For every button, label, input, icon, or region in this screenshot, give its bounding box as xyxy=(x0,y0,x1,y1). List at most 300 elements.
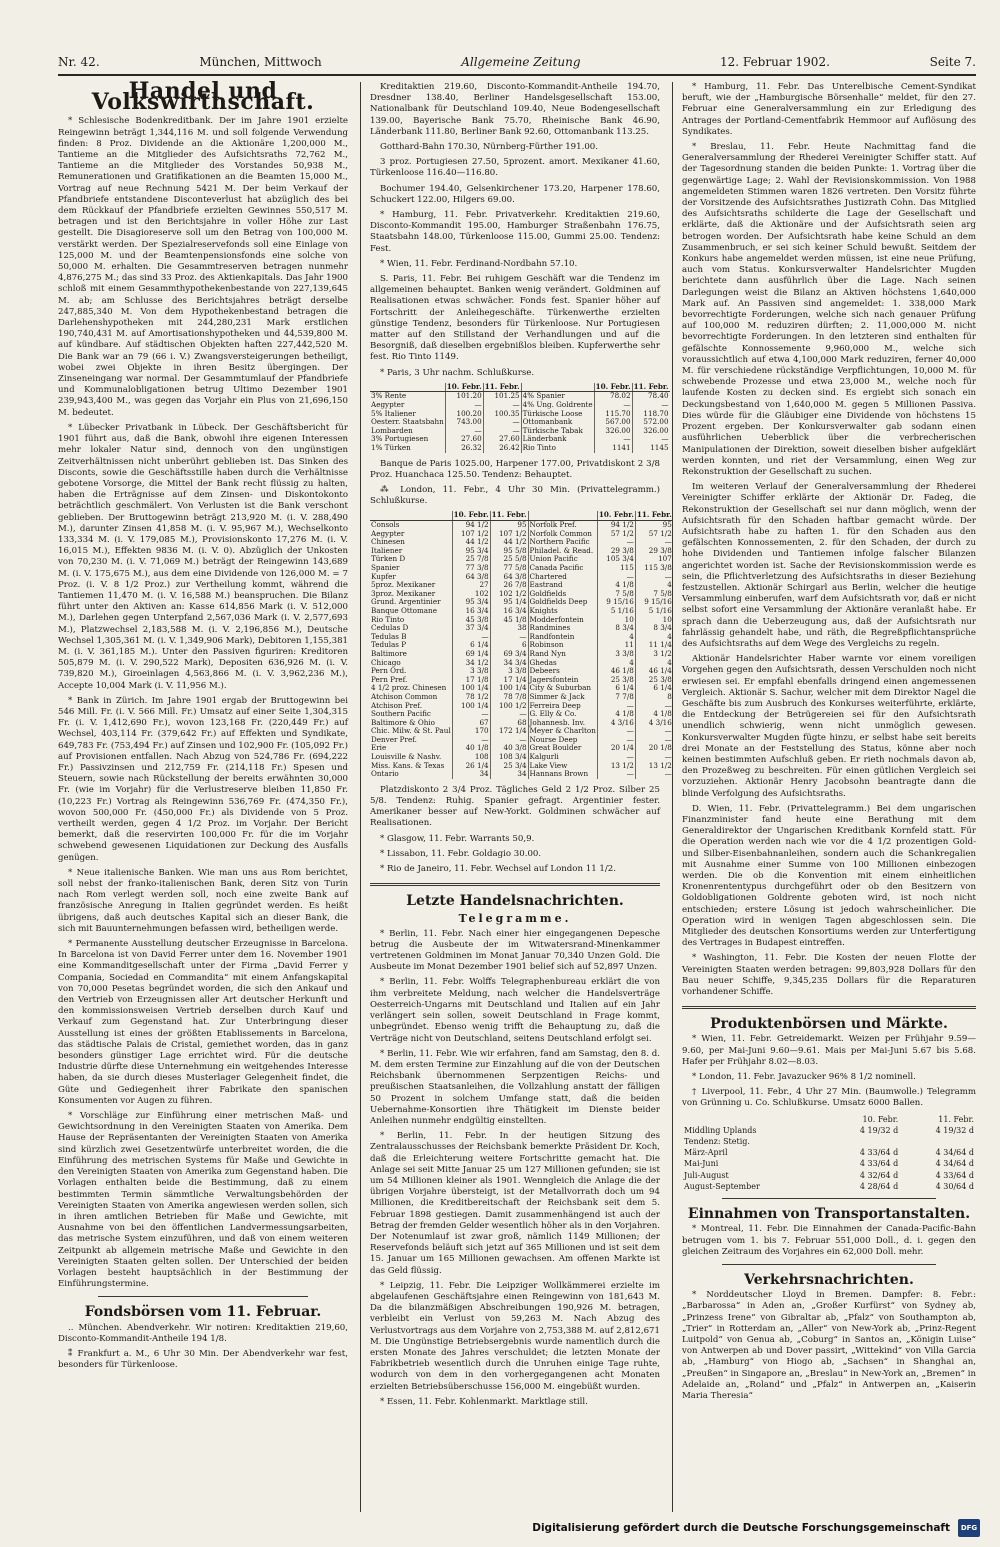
article: * Breslau, 11. Febr. Heute Nachmittag fand die Generalversammlung der Rhederei Vereinigter Schiffer statt. Auf der Tagesordnung standen die beiden Punkte: 1. Vortrag über die gegenwärtige Lage; 2. Wahl der Revisionskommission. Von 1988 angemeldeten Stimmen waren 1826 vertreten. Den Vorsitz führte der Vorsitzende des Aufsichtsrathes Justizrath Cohn. Das Mitglied des Aufsichtsraths schilderte die Lage der Gesellschaft und erklärte, daß die Aktionäre und der Aufsichtsrath seien arg betrogen worden. Der Aufsichtsrath habe keine Schuld an dem Zusammenbruch, er sei sich keiner Schuld bewußt. Seitdem der Konkurs habe angemeldet werden müssen, ist eine neue Prüfung, auch vom Status. Konkursverwalter Handelsrichter Mugden berichtete dann ausführlich über die Lage. Nach seinen Darlegungen weist die Bilanz an Aktiven höchstens 1,640,000 Mark auf. An Passiven sind angemeldet: 1. 338,000 Mark bevorrechtigte Forderungen, welche sich nach genauer Prüfung auf 100,000 M. reduziren dürften; 2. 11,000,000 M. nicht bevorrechtigte Forderungen. In den letzteren sind enthalten für gefälschte Konnossemente 9,960,000 M., welche sich voraussichtlich auf etwa 4,100,000 Mark reduziren, ferner 40,000 M. für verschiedene rückständige Verpflichtungen, 10,000 M. für schwebende Prozesse und etwa 23,000 M., welche noch für laufende Kosten zu decken sind. Es ergiebt sich sonach ein Deckungsbestand von 1,640,000 M. gegen 5 Millionen Passiva. Dies würde für die Gläubiger eine Dividende von höchstens 15 Prozent ergeben. Der Konkursverwalter gab sodann einen ausführlichen Ueberblick über die verbrecherischen Manipulationen der Direktion, soweit dieselben bisher aufgeklärt werden konnten, und riet der Versammlung, einen Weg zur Rekonstruktion der Gesellschaft zu suchen. xyxy=(682,142,976,477)
table-row xyxy=(682,1136,976,1147)
table-cell: Ferreira Deep xyxy=(528,702,597,711)
table-cell: — xyxy=(483,418,521,427)
table-cell: — xyxy=(664,734,672,744)
cotton-quotes-table xyxy=(682,1114,976,1192)
table-cell: 57 1/2 xyxy=(648,528,672,538)
table-cell: 46 1/8 xyxy=(597,667,635,676)
table-cell: — xyxy=(664,769,672,779)
table-cell: 572.00 xyxy=(643,417,669,427)
table-cell: 95 1/4 xyxy=(490,598,528,607)
table-cell: Länderbank xyxy=(521,435,594,444)
table-cell: 95 3/4 xyxy=(452,598,490,607)
table-cell: — xyxy=(452,736,490,745)
table-cell: 25 7/8 xyxy=(452,555,490,564)
table-cell: 6 1/4 xyxy=(653,683,672,693)
table-cell: 118.70 xyxy=(643,408,669,418)
table-cell: 5% Italiener xyxy=(370,410,445,419)
table-cell: 4 19/32 d xyxy=(935,1125,974,1135)
table-cell: Chic. Milw. & St. Paul xyxy=(371,726,451,736)
article: * Wien, 11. Febr. Ferdinand-Nordbahn 57.10. xyxy=(380,258,578,269)
table-cell: 8 xyxy=(667,691,672,701)
article: * Washington, 11. Febr. Die Kosten der neuen Flotte der Vereinigten Staaten werden betragen: 99,803,928 Dollars für den Bau neuer Schiffe, 9,345,235 Dollars für die Reparaturen vorhandener Schiffe. xyxy=(682,953,976,998)
table-cell: Erie xyxy=(370,744,452,753)
table-cell: 1141 xyxy=(594,444,632,453)
table-cell: Miss. Kans. & Texas xyxy=(370,762,452,771)
table-cell: 4 1/8 xyxy=(653,709,672,719)
table-cell: — xyxy=(490,710,528,719)
table-cell: 4% Ung. Goldrente xyxy=(522,400,593,410)
article: .. München. Abendverkehr. Wir notiren: Kreditaktien 219,60, Disconto-Kommandit-Antheile 194 1/8. xyxy=(58,1322,348,1344)
table-row xyxy=(370,770,673,779)
table-cell: Middling Uplands xyxy=(684,1125,757,1135)
table-cell: 4 30/64 d xyxy=(935,1181,974,1191)
table-cell: 77 5/8 xyxy=(490,564,528,573)
article: 3 proz. Portugiesen 27.50, 5prozent. amort. Mexikaner 41.60, Türkenloose 116.40—116.80. xyxy=(370,157,660,179)
table-cell: 4 xyxy=(667,657,672,667)
table-cell: 9 15/16 xyxy=(644,597,672,607)
column-right xyxy=(682,82,976,1512)
table-cell: Knights xyxy=(528,607,597,616)
table-cell: 6 xyxy=(490,641,528,650)
table-cell: 4 34/64 d xyxy=(935,1148,974,1158)
table-cell: 7 5/8 xyxy=(653,588,672,598)
table-caption: ⁂ London, 11. Febr., 4 Uhr 30 Min. (Privattelegramm.) Schlußkurse. xyxy=(370,485,660,507)
table-cell: 4 33/64 d xyxy=(859,1148,899,1158)
table-cell: 4 1/8 xyxy=(597,581,635,590)
table-cell: Simmer & Jack xyxy=(528,693,597,702)
separator xyxy=(98,1296,308,1297)
table-cell: 8 3/4 xyxy=(597,624,635,633)
table-cell: — xyxy=(661,400,669,410)
table-cell: Denver Pref. xyxy=(370,736,452,745)
table-cell: 26 7/8 xyxy=(490,581,528,590)
table-cell: — xyxy=(490,736,528,745)
table-cell: 78 7/8 xyxy=(490,693,528,702)
table-cell: — xyxy=(597,538,635,547)
table-cell: 34 xyxy=(452,770,490,779)
table-cell: Pern Ord. xyxy=(370,667,452,676)
table-cell: Consols xyxy=(370,521,452,530)
table-cell: 170 xyxy=(452,727,490,736)
table-cell: — xyxy=(664,726,672,736)
table-cell: — xyxy=(661,434,669,444)
table-cell: Goldfields Deep xyxy=(528,598,597,607)
table-cell: 4 34/64 d xyxy=(935,1159,974,1169)
table-cell: 25 3/4 xyxy=(490,762,528,771)
table-cell: 27 xyxy=(452,581,490,590)
table-cell: 100.35 xyxy=(483,410,521,419)
table-cell: 29 3/8 xyxy=(597,547,635,556)
table-cell: Randmines xyxy=(528,624,597,633)
article: Banque de Paris 1025.00, Harpener 177.00, Privatdiskont 2 3/8 Proz. Huanchaca 125.50. Tendenz: Behauptet. xyxy=(370,458,660,480)
table-cell: Spanier xyxy=(370,564,452,573)
table-cell: 78.40 xyxy=(647,391,669,401)
table-cell: 4 1/2 proz. Chinesen xyxy=(370,684,452,693)
article: * Hamburg, 11. Febr. Privatverkehr. Kreditaktien 219.60, Disconto-Kommandit 195.00, Hamburger Straßenbahn 176.75, Staatsbahn 148.00, Türkenloose 115.00, Gummi 25.00. Tendenz: Fest. xyxy=(370,210,660,254)
table-cell: 3 3/8 xyxy=(597,650,635,659)
issue-date: 12. Februar 1902. xyxy=(720,55,830,69)
table-cell: — xyxy=(597,702,635,711)
table-cell: 20 1/8 xyxy=(648,743,672,753)
table-cell: Aegypter xyxy=(370,530,452,539)
table-cell: 100 1/4 xyxy=(490,684,528,693)
table-cell: — xyxy=(597,573,635,582)
table-cell: 102 xyxy=(452,590,490,599)
table-cell: — xyxy=(445,401,483,410)
table-cell: Eastrand xyxy=(528,581,597,590)
table-caption: * Paris, 3 Uhr nachm. Schlußkurse. xyxy=(380,367,535,378)
table-cell: 108 xyxy=(452,753,490,762)
article: Platzdiskonto 2 3/4 Proz. Tägliches Geld 2 1/2 Proz. Silber 25 5/8. Tendenz: Ruhig. Spanier gefragt. Argentinier fester. Amerikaner besser auf New-Yorkt. Goldminen schwächer auf Realisationen. xyxy=(370,784,660,829)
table-cell: 4 28/64 d xyxy=(859,1181,899,1191)
table-cell: Baltimore xyxy=(370,650,452,659)
article: * Glasgow, 11. Febr. Warrants 50,9. xyxy=(380,833,535,844)
table-cell: 94 1/2 xyxy=(597,521,635,530)
table-cell: 26 1/4 xyxy=(452,762,490,771)
table-cell: 3 1/2 xyxy=(653,648,672,658)
separator xyxy=(722,1198,936,1199)
table-cell: Lake View xyxy=(528,762,597,771)
table-cell: 4 xyxy=(597,659,635,668)
separator xyxy=(370,883,660,886)
table-cell: 102 1/2 xyxy=(490,590,528,599)
table-cell: August-September xyxy=(684,1181,760,1191)
table-cell xyxy=(825,1136,901,1147)
table-cell: 94 1/2 xyxy=(452,521,490,530)
table-cell: Robinson xyxy=(528,641,597,650)
article: * Wien, 11. Febr. Getreidemarkt. Weizen per Frühjahr 9.59—9.60, per Mai-Juni 9.60—9.61. Mais per Mai-Juni 5.67 bis 5.68. Hafer per Frühjahr 8.02—8.03. xyxy=(682,1034,976,1067)
table-cell: — xyxy=(664,752,672,762)
article: * Lissabon, 11. Febr. Goldagio 30.00. xyxy=(380,848,542,859)
table-cell: 10 xyxy=(662,614,672,624)
table-cell: Tedulas B xyxy=(370,633,452,642)
table-cell: — xyxy=(597,753,635,762)
table-cell: 64 3/8 xyxy=(452,573,490,582)
table-cell: 108 3/4 xyxy=(490,753,528,762)
table-header-row: 10. Febr. 11. Febr. 10. Febr. 11. Febr. xyxy=(370,383,670,392)
table-cell: Grund. Argentinier xyxy=(370,598,452,607)
page-header xyxy=(58,50,976,76)
dfg-logo: DFG xyxy=(958,1519,980,1537)
table-cell: 40 3/8 xyxy=(490,744,528,753)
table-cell: 38 xyxy=(490,624,528,633)
table-cell: Türken D xyxy=(370,555,452,564)
table-cell: 4 19/32 d xyxy=(859,1125,899,1135)
table-cell: — xyxy=(483,427,521,436)
table-cell: 34 xyxy=(490,770,528,779)
article: D. Wien, 11. Febr. (Privattelegramm.) Bei dem ungarischen Finanzminister fand heute eine Berathung mit dem Generaldirektor der Ungarischen Kreditbank Kornfeld statt. Für die Operation werden nach wie vor die 4 1/2 prozentigen Gold- und Silber-Eisenbahnanleihen, sondern auch die Schankregalien mit Ausnahme einer Summe von 100 Millionen einbezogen werden. Die ob die Konvention mit einem einheitlichen Kronenrententypus durchgeführt oder ob den Besitzern von Goldobligationen Goldrente geboten wird, ist noch nicht entschieden; erstere Lösung ist jedoch wahrscheinlicher. Die Operation wird in wenigen Tagen abgeschlossen sein. Die Mitglieder des deutschen Konsortiums werden zur Unterfertigung des Vertrages in Budapest eintreffen. xyxy=(682,803,976,949)
table-cell: 107 1/2 xyxy=(452,530,490,539)
table-cell: 101.25 xyxy=(483,392,521,401)
table-cell xyxy=(900,1136,976,1147)
table-cell: 95 3/4 xyxy=(452,547,490,556)
table-cell: 5 1/16 xyxy=(648,605,672,615)
table-cell: Mai-Juni xyxy=(684,1159,719,1169)
table-cell: 326.00 xyxy=(594,427,632,436)
table-cell: 115.70 xyxy=(594,410,632,419)
table-cell: Norfolk Common xyxy=(528,530,597,539)
table-cell: 46 1/4 xyxy=(648,666,672,676)
table-cell: 11 1/4 xyxy=(648,640,672,650)
table-cell: 567.00 xyxy=(594,418,632,427)
place-date: München, Mittwoch xyxy=(199,55,322,69)
table-cell: 45 3/8 xyxy=(452,616,490,625)
table-cell: 4 3/16 xyxy=(648,717,672,727)
table-cell: Nourse Deep xyxy=(528,736,597,745)
table-cell: 25 3/8 xyxy=(648,674,672,684)
table-cell: 4 xyxy=(667,631,672,641)
table-cell: 7 5/8 xyxy=(597,590,635,599)
table-cell: — xyxy=(664,571,672,581)
table-cell: Ghedas xyxy=(528,659,597,668)
table-cell: 172 1/4 xyxy=(490,727,528,736)
table-cell: Chartered xyxy=(528,573,597,582)
table-cell: Louisville & Nashv. xyxy=(370,753,452,762)
section-heading: Produktenbörsen und Märkte. xyxy=(710,1016,948,1033)
table-cell: Kalgurli xyxy=(528,753,597,762)
column-middle xyxy=(370,82,672,1512)
article: * Rio de Janeiro, 11. Febr. Wechsel auf London 11 1/2. xyxy=(380,864,616,875)
article: S. Paris, 11. Febr. Bei ruhigem Geschäft war die Tendenz im allgemeinen behauptet. Banken wenig verändert. Goldminen auf Realisationen etwas schwächer. Fonds fest. Spanier höher auf Fortschritt der Anleihegeschäfte. Türkenwerthe erzielten günstige Tendenz, besonders für Türkenloose. Nur Portugiesen matter auf den Stillstand der Verhandlungen und auf die Besorgniß, daß dieselben ergebnißlos bleiben. Kupferwerthe sehr fest. Rio Tinto 1149. xyxy=(370,274,660,363)
table-cell: Türkische Loose xyxy=(521,410,594,419)
table-row xyxy=(370,444,670,453)
table-cell: 743.00 xyxy=(445,418,483,427)
table-cell: 69 3/4 xyxy=(490,650,528,659)
section-heading: Letzte Handelsnachrichten. xyxy=(406,893,624,910)
table-cell: 78.02 xyxy=(594,392,632,401)
table-cell: 4 32/64 d xyxy=(859,1170,899,1180)
table-cell: 107 1/2 xyxy=(490,530,528,539)
table-cell: 34 1/2 xyxy=(452,659,490,668)
table-cell: Debeers xyxy=(528,667,597,676)
table-cell: 40 1/8 xyxy=(452,744,490,753)
article: Im weiteren Verlauf der Generalversammlung der Rhederei Vereinigter Schiffer erklärte der Aktionär Dr. Fadeg, die Rekonstruktion der Gesellschaft sei nur dann möglich, wenn der Aufsichtsrath für den Schaden haftbar gemacht würde. Der Aufsichtsrath habe zu haften 1. für den Schaden aus den gefälschten Konnossementen, 2. für den Schaden, der durch zu hohe Dividenden und Tantiemen infolge falscher Bilanzen angerichtet worden ist. Sache der Revisionskommission werde es sein, die Pflichtverletzung des Aufsichtsraths in dieser Beziehung festzustellen. Aktionär Schirgarl aus Berlin, welcher die heutige Versammlung einberufen, warf dem Aufsichtsrath vor, daß er nicht selbst sofort eine Versammlung der Aktionäre veranlaßt habe. Er sprach dann die Ueberzeugung aus, daß der Aufsichtsrath nur fahrlässig gehandelt habe, und räth, die Regreßpflichtansprüche des Aufsichtsraths auf dem Wege des Vergleichs zu regeln. xyxy=(682,482,976,649)
table-cell: 27.60 xyxy=(445,435,483,444)
table-cell: 3proz. Mexikaner xyxy=(370,590,452,599)
table-cell: 34 3/4 xyxy=(490,659,528,668)
footer-text: Digitalisierung gefördert durch die Deutsche Forschungsgemeinschaft xyxy=(532,1522,950,1534)
table-cell: Northern Pacific xyxy=(528,538,597,547)
article: Bochumer 194.40, Gelsenkirchener 173.20, Harpener 178.60, Schuckert 122.00, Hilgers 69.00. xyxy=(370,183,660,205)
table-cell: 6 1/4 xyxy=(452,641,490,650)
article: * Vorschläge zur Einführung einer metrischen Maß- und Gewichtsordnung in den Vereinigten Staaten von Amerika. Dem Hause der Repräsentanten der Vereinigten Staaten von Amerika sind kürzlich zwei Gesetzentwürfe unterbreitet worden, die die Einführung des metrischen Systems für Maße und Gewichte in den Vereinigten Staaten von Amerika zum Gegenstand haben. Die Vorlagen enthalten beide die Bestimmung, daß zu einem bestimmten Termin sämmtliche Verwaltungsbehörden der Vereinigten Staaten von Amerika angewiesen werden sollen, sich in ihren amtlichen Betrieben für Maße und Gewichte, mit Ausnahme von bei den öffentlichen Landvermessungsarbeiten, das metrische System einzuführen, und daß von einem weiteren Zeitpunkt ab allgemein metrische Maße und Gewichte in den Vereinigten Staaten gelten sollen. Der Unterschied der beiden Vorlagen besteht hauptsächlich in der Bestimmung der Einführungstermine. xyxy=(58,1111,348,1290)
table-cell: Atchison Pref. xyxy=(370,702,452,711)
table-cell: 20 1/4 xyxy=(597,744,635,753)
table-cell: Philadel. & Read. xyxy=(528,547,597,556)
table-cell: 115 3/8 xyxy=(644,563,672,572)
table-cell: Cedulas D xyxy=(370,624,452,633)
table-cell: 4 33/64 d xyxy=(859,1159,899,1169)
paris-quotes-table xyxy=(370,383,670,453)
table-row xyxy=(682,1170,976,1181)
table-cell: Modderfontein xyxy=(528,616,597,625)
table-cell: — xyxy=(664,537,672,547)
section-heading: Einnahmen von Transportanstalten. xyxy=(687,1206,971,1223)
article: Kreditaktien 219.60, Disconto-Kommandit-Antheile 194.70, Dresdner 138.40, Berliner Handelsgesellschaft 153.00, Nationalbank für Deutschland 109.40, Neue Bodengesellschaft 139.00, Bayerische Bank 75.70, Rheinische Bank 46.90, Länderbank 111.80, Berliner Bank 92.60, Ottomanbank 113.25. xyxy=(370,82,660,137)
table-cell: — xyxy=(452,710,490,719)
table-cell: Aegypter xyxy=(370,401,445,410)
table-cell: 26.32 xyxy=(445,444,483,453)
table-cell: 37 3/4 xyxy=(452,624,490,633)
table-cell: 4 3/16 xyxy=(597,719,635,728)
table-cell: 6 1/4 xyxy=(597,684,635,693)
table-cell: 57 1/2 xyxy=(597,530,635,539)
table-cell: — xyxy=(597,736,635,745)
article: * Schlesische Bodenkreditbank. Der im Jahre 1901 erzielte Reingewinn beträgt 1,344,116 M. und soll folgende Verwendung finden: 8 Proz. Dividende an die Aktionäre 1,200,000 M., Tantieme an die Mitglieder des Aufsichtsraths 72,762 M., Tantieme an die Mitglieder des Vorstandes 50,938 M., Remunerationen und Gratifikationen an die Beamten 15,000 M., Vortrag auf neue Rechnung 5421 M. Der beim Verkauf der Pfandbriefe entstandene Disconteverlust hat abzüglich des bei dem Rückkauf der Pfandbriefe erzielten Gewinnes 550,517 M. betragen und ist den Berichtsjahre in voller Höhe zur Last gestellt. Die Disagioreserve soll um den Betrag von 100,000 M. verstärkt werden. Der Spezialreservefonds soll eine Einlage von 125,000 M. und der Beamtenpensionsfonds eine solche von 50,000 M. erhalten. Die Gesammtreserven betragen nunmehr 4,876,275 M.; das sind 33 Proz. des Aktienkapitals. Das Jahr 1900 schloß mit einem Gesammthypothekenbestande von 227,139,645 M. ab; am Schlusse des Berichtsjahres beträgt derselbe 247,885,340 M. Von dem Hypothekenbestand betragen die Darlehenshypotheken mit 244,280,231 Mark erstlichen 190,740,431 M. auf Amortisationshypotheken und 44,539,800 M. auf kündbare. Auf städtischen Objekten haften 227,442,520 M. Die Bank war an 79 (66 i. V.) Zwangsversteigerungen betheiligt, wobei zwei Objekte in ihren Besitz übergingen. Der Zinseneingang war normal. Der Gesammtumlauf der Pfandbriefe und Kommunalobligationen betrug Ultimo Dezember 1901 239,943,400 M., was gegen das Vorjahr ein Plus von 21,696,150 M. bedeutet. xyxy=(58,116,348,418)
table-cell: 100 1/4 xyxy=(452,702,490,711)
table-cell: 4 xyxy=(667,580,672,590)
table-cell: Norfolk Pref. xyxy=(528,521,597,530)
page-number: Seite 7. xyxy=(929,55,976,69)
table-cell: 5 1/16 xyxy=(597,607,635,616)
table-cell: Chinesen xyxy=(370,538,452,547)
table-cell: Jagersfontein xyxy=(528,676,597,685)
article: * Berlin, 11. Febr. Nach einer hier eingegangenen Depesche betrug die Ausbeute der im Witwatersrand-Minenkammer vertretenen Goldminen im Monat Januar 70,340 Unzen Gold. Die Ausbeute im Monat Dezember 1901 belief sich auf 52,897 Unzen. xyxy=(370,928,660,973)
article: * Berlin, 11. Febr. Wie wir erfahren, fand am Samstag, den 8. d. M. dem ersten Termine zur Einzahlung auf die von der Deutschen Reichsbank übernommenen Serpzentigen Reichs- und preußischen Staatsanleihen, die Vollzahlung anstatt der fälligen 50 Prozent in solchem Umfange statt, daß die beiden Uebernahme-Konsortien ihre Thätigkeit im Dienste beider Anleihen nunmehr endgültig einstellten. xyxy=(370,1048,660,1126)
table-cell: 78 1/2 xyxy=(452,693,490,702)
column-rule xyxy=(360,82,361,1512)
table-header-row: 10. Febr. 11. Febr. 10. Febr. 11. Febr. xyxy=(370,511,673,520)
article: Aktionär Handelsrichter Haber warnte vor einem voreiligen Vorgehen gegen den Aufsichtsrath, dessen Verschulden noch nicht erwiesen sei. Er empfahl ebenfalls dringend einen angemessenen Vergleich. Aktionär S. Sachur, welcher mit dem Direktor Nagel die Geschäfte bis zum Ausbruch des Konkurses weiterführte, erklärte, die Entdeckung der Betrügereien sei für den Aufsichtsrath unendlich schwierig, wenn nicht unmöglich gewesen. Konkursverwalter Mugden fügte hinzu, er selbst habe seit bereits drei Monate an der Feststellung des Status, könne aber noch keinen bestimmten Aufschluß geben. Er rieth nochmals davon ab, den Prozeßweg zu beschreiten. Für einen gütlichen Vergleich sei vorzuziehen. Aktionär Henry Jacobsohn beantragte dann die blinde Verfolgung des Aufsichtsraths. xyxy=(682,654,976,799)
table-cell: City & Suburban xyxy=(528,684,597,693)
table-cell: 64 3/8 xyxy=(490,573,528,582)
table-cell: Goldfields xyxy=(528,590,597,599)
table-cell: Randfontein xyxy=(528,633,597,642)
table-cell: — xyxy=(445,427,483,436)
article: * Lübecker Privatbank in Lübeck. Der Geschäftsbericht für 1901 führt aus, daß die Bank, obwohl ihre eigenen Interessen mehr lokaler Natur sind, dennoch von den ungünstigen Zeitverhältnissen nicht unberührt geblieben ist. Das Sinken des Disconts, sowie die Geschäftsstille haben durch die Verhältnisse gebotene Vorsorge, die Mittel der Bank recht flüssig zu halten, haben die Erträgnisse auf dem Zinsen- und Diskontokonto beträchtlich geschmälert. Von Verlusten ist die Bank verschont geblieben. Der Bruttogewinn beträgt 213,920 M. (i. V. 288,490 M.), darunter Zinsen 41,858 M. (i. V. 95,967 M.), Wechselkonto 133,334 M. (i. V. 179,085 M.), Provisionskonto 17,276 M. (i. V. 16,015 M.), Effekten 9836 M. (i. V. 0). Abzüglich der Unkosten von 70,230 M. (i. V. 71,069 M.) beträgt der Reingewinn 143,689 M. (i. V. 175,675 M.), aus dem eine Dividende von 126,000 M. = 7 Proz. (i. V. 8 1/2 Proz.) zur Vertheilung kommt, während die Tantiemen 11,470 M. (i. V. 16,588 M.) beanspruchen. Die Bilanz führt unter den Aktiven an: Kasse 614,856 Mark (i. V. 512,000 M.), Darlehen gegen Unterpfand 2,567,036 Mark (i. V. 2,577,693 M.), Platzwechsel 2,183,588 M. (i. V. 2,196,856 M.), Deutsche Wechsel 1,305,361 M. (i. V. 1,349,906 Mark), Debitoren 1,155,381 M. (i. V. 361,185 M.). Unter den Passiven figuriren: Kreditoren 505,879 M. (i. V. 290,522 Mark), Depositen 636,926 M. (i. V. 739,820 M.), Giroeinlagen 4,563,866 M. (i. V. 3,962,236 M.), Accepte 10,004 Mark (i. V. 11,956 M.). xyxy=(58,422,348,691)
issue-number: Nr. 42. xyxy=(58,55,100,69)
table-cell: 1% Türken xyxy=(370,444,445,453)
table-cell: — xyxy=(594,435,632,444)
separator xyxy=(722,1264,936,1265)
table-cell: 77 3/8 xyxy=(452,564,490,573)
table-cell: G. Elly & Co. xyxy=(528,710,597,719)
table-cell: 45 1/8 xyxy=(490,616,528,625)
table-cell: Johannesb. Inv. xyxy=(528,719,597,728)
article: * Neue italienische Banken. Wie man uns aus Rom berichtet, soll nebst der franko-italienischen Bank, deren Sitz von Turin nach Rom verlegt werden soll, noch eine zweite Bank auf französische Anregung in Italien gegründet werden. Es heißt übrigens, daß auch deutsches Kapital sich an dieser Bank, die sich mit Bauunternehmungen befassen wird, betheiligen werde. xyxy=(58,867,348,934)
table-cell: 3 3/8 xyxy=(452,667,490,676)
table-cell: 13 1/2 xyxy=(648,760,672,770)
table-cell: 9 15/16 xyxy=(597,598,635,607)
table-cell: 107 xyxy=(658,554,672,564)
table-cell: 4 1/8 xyxy=(597,710,635,719)
table-cell: 10 xyxy=(597,616,635,625)
article: * Berlin, 11. Febr. Wolffs Telegraphenbureau erklärt die von ihm verbreitete Meldung, nach welcher die Handelsverträge Oesterreich-Ungarns mit Deutschland und Italien auf ein Jahr verlängert sein sollen, soweit Deutschland in Frage kommt, unbegründet. Ebenso wenig trifft die Behauptung zu, daß die Verträge nicht von Deutschland, seitens Deutschland erfolgt sei. xyxy=(370,977,660,1044)
table-cell: 101.20 xyxy=(445,392,483,401)
article: * Berlin, 11. Febr. In der heutigen Sitzung des Zentralausschusses der Reichsbank bemerkte Präsident Dr. Koch, daß die Erleichterung weitere Fortschritte gemacht hat. Die Anlage sei seit Mitte Januar 25 um 127 Millionen gefunden; sie ist um 54 Millionen kleiner als 1901. Wenngleich die Anlage die der übrigen Vorjahre übersteigt, ist der Metallvorrath doch um 94 Millionen, die Kreditbereitschaft der Reichsbank seit dem 5. Februar 1898 gestiegen. Damit zusammenhängend ist auch der Betrag der fremden Gelder wesentlich höher als in den Vorjahren. Der Notenumlauf ist zwar groß, nämlich 1149 Millionen; der Reservefonds beläuft sich jetzt auf 365 Millionen und ist seit dem 15. Januar um 165 Millionen gewachsen. Am offenen Markte ist das Geld flüssig. xyxy=(370,1131,660,1276)
table-cell: Rio Tinto xyxy=(370,616,452,625)
sub-heading: Telegramme. xyxy=(458,912,572,926)
table-cell: — xyxy=(452,633,490,642)
table-cell: 29 3/8 xyxy=(648,545,672,555)
article: * Essen, 11. Febr. Kohlenmarkt. Marktlage still. xyxy=(380,1396,588,1407)
article: * Permanente Ausstellung deutscher Erzeugnisse in Barcelona. In Barcelona ist von David Ferrer unter dem 16. November 1901 eine Kommanditgesellschaft unter der Firma „David Ferrer y Compania, Sociedad en Commandita“ mit einem Anfangskapital von 70,000 Pesetas begründet worden, die sich den Ankauf und den Vertrieb von Erzeugnissen aller Art deutscher Herkunft und den kommissionsweisen Vertrieb derselben durch Kauf und Verkauf zum Gegenstand hat. Zur Unterbringung dieser Ausstellung ist eines der größten Etablissements in Barcelona, das städtische Palais de Cristal, gemiethet worden, das in ganz besonders günstiger Lage errichtet wird. Für die deutsche Industrie dürfte diese Unternehmung ein weitgehendes Interesse haben, da sie durch dieses Musterlager Gelegenheit findet, die Güte und Gediegenheit ihrer Fabrikate den spanischen Konsumenten vor Augen zu führen. xyxy=(58,939,348,1106)
article: * Bank in Zürich. Im Jahre 1901 ergab der Bruttogewinn bei 546 Mill. Fr. (i. V. 566 Mill. Fr.) Umsatz auf einer Seite 1,304,315 Fr. (i. V. 1,412,690 Fr.), wovon 123,168 Fr. (220,449 Fr.) auf Wechsel, 403,114 Fr. (379,642 Fr.) auf Effekten und Syndikate, 649,783 Fr. (753,494 Fr.) auf Zinsen und 102,900 Fr. (105,092 Fr.) auf Provisionen entfallen. Nach Abzug von 524,786 Fr. (694,222 Fr.) Passivzinsen und 212,759 Fr. (214,118 Fr.) Spesen und Steuern, sowie nach Rückstellung der bereits erwähnten 30,000 Fr. (wie im Vorjahr) für die Verlustreserve bleiben 11,850 Fr. (10,223 Fr.) Vortrag als Reingewinn 536,769 Fr. (474,350 Fr.), wovon 500,000 Fr. (450,000 Fr.) als Dividende von 5 Proz. vertheilt werden, gegen 4 1/2 Proz. im Vorjahr. Der Bericht bemerkt, daß die reservirten 100,000 Fr. für die im Vorjahr schwebend gewesenen Liquidationen zur Deckung des Ausfalls genügen. xyxy=(58,695,349,863)
table-cell: Rand Nyn xyxy=(528,650,597,659)
table-cell: Southern Pacific xyxy=(370,710,452,719)
table-cell: 95 xyxy=(490,521,528,530)
table-row xyxy=(682,1147,976,1158)
table-cell: 4 xyxy=(597,633,635,642)
article: Gotthard-Bahn 170.30, Nürnberg-Fürther 191.00. xyxy=(380,142,599,153)
table-cell: 17 1/4 xyxy=(490,676,528,685)
table-cell: Atchison Common xyxy=(370,693,452,702)
table-cell: — xyxy=(664,700,672,710)
london-quotes-table xyxy=(370,511,673,778)
table-cell: 100.20 xyxy=(445,410,483,419)
table-cell: Kupfer xyxy=(370,573,452,582)
article: * Montreal, 11. Febr. Die Einnahmen der Canada-Pacific-Bahn betrugen vom 1. bis 7. Februar 551,000 Doll., d. i. gegen den gleichen Zeitraum des Vorjahres ein 62,000 Doll. mehr. xyxy=(682,1224,976,1257)
table-cell: Italiener xyxy=(370,547,452,556)
table-cell: 105 3/4 xyxy=(597,555,635,564)
table-cell: — xyxy=(597,770,635,779)
table-cell: 27.60 xyxy=(483,435,521,444)
newspaper-title: Allgemeine Zeitung xyxy=(461,55,581,69)
table-cell: Türkische Tabak xyxy=(521,427,594,436)
table-cell: — xyxy=(597,727,635,736)
table-cell: 326.00 xyxy=(643,425,669,435)
table-cell: Meyer & Charlton xyxy=(529,726,596,736)
table-cell: Rio Tinto xyxy=(521,444,594,453)
table-cell: Ontario xyxy=(370,770,452,779)
table-cell: Banque Ottomane xyxy=(370,607,452,616)
table-cell: 16 3/4 xyxy=(490,607,528,616)
table-cell: — xyxy=(490,633,528,642)
table-cell: Tedulas P xyxy=(370,641,452,650)
table-cell: — xyxy=(594,401,632,410)
column-rule xyxy=(672,82,673,1512)
table-cell: Baltimore & Ohio xyxy=(370,719,452,728)
table-cell: 3 3/8 xyxy=(490,667,528,676)
article: * Norddeutscher Lloyd in Bremen. Dampfer: 8. Febr.: „Barbarossa“ in Aden an, „Großer Kurfürst“ von Sydney ab, „Prinzess Irene“ von Gibraltar ab, „Pfalz“ von Southampton ab, „Trier“ in Rotterdam an, „Aller“ von New-York ab, „Prinz-Regent Luitpold“ von Genua ab, „Coburg“ in Santos an, „Königin Luise“ von Antwerpen ab und Dover passirt, „Wittekind“ von Villa Garcia ab, „Hamburg“ von Hiogo ab, „Sachsen“ in Shanghai an, „Preußen“ in Singapore an, „Breslau“ in New-York an, „Bremen“ in Adelaide an, „Roland“ und „Pfalz“ in Antwerpen an, „Kaiserin Maria Theresia“ xyxy=(682,1290,976,1401)
table-cell: 1145 xyxy=(650,443,669,453)
table-cell: März-April xyxy=(684,1148,728,1158)
table-cell: 13 1/2 xyxy=(597,762,635,771)
newspaper-page xyxy=(58,50,976,1512)
article: * London, 11. Febr. Javazucker 96% 8 1/2 nominell. xyxy=(692,1072,916,1083)
table-cell: 115 xyxy=(597,564,635,573)
table-cell: 4 33/64 d xyxy=(935,1170,974,1180)
table-cell: Pern Pref. xyxy=(370,676,452,685)
section-heading: Handel und Volkswirthschaft. xyxy=(91,78,315,116)
table-cell: 44 1/2 xyxy=(452,538,490,547)
table-cell: Chicago xyxy=(370,659,452,668)
table-cell: 67 xyxy=(452,719,490,728)
table-cell: 68 xyxy=(490,719,528,728)
table-cell: Juli-August xyxy=(684,1170,729,1180)
table-cell: Ottomanbank xyxy=(521,418,594,427)
table-cell: 26.42 xyxy=(483,444,521,453)
table-cell: 95 5/8 xyxy=(490,547,528,556)
table-cell: 5proz. Mexikaner xyxy=(370,581,452,590)
digitization-footer xyxy=(532,1517,980,1539)
table-cell: Hannans Brown xyxy=(528,770,597,779)
table-cell: 25 5/8 xyxy=(490,555,528,564)
table-cell: 100 1/2 xyxy=(490,702,528,711)
table-cell: 11 xyxy=(597,641,635,650)
table-cell: 4% Spanier xyxy=(521,392,594,401)
table-cell: 7 7/8 xyxy=(597,693,635,702)
table-cell: 17 1/8 xyxy=(452,676,490,685)
table-row xyxy=(682,1181,976,1192)
table-row xyxy=(682,1158,976,1169)
table-cell: 16 3/4 xyxy=(452,607,490,616)
table-cell: 44 1/2 xyxy=(490,538,528,547)
separator xyxy=(682,1006,976,1009)
table-cell: Tendenz: Stetig. xyxy=(684,1137,750,1147)
table-cell: Canada Pacific xyxy=(528,564,597,573)
table-cell: Union Pacific xyxy=(528,555,597,564)
